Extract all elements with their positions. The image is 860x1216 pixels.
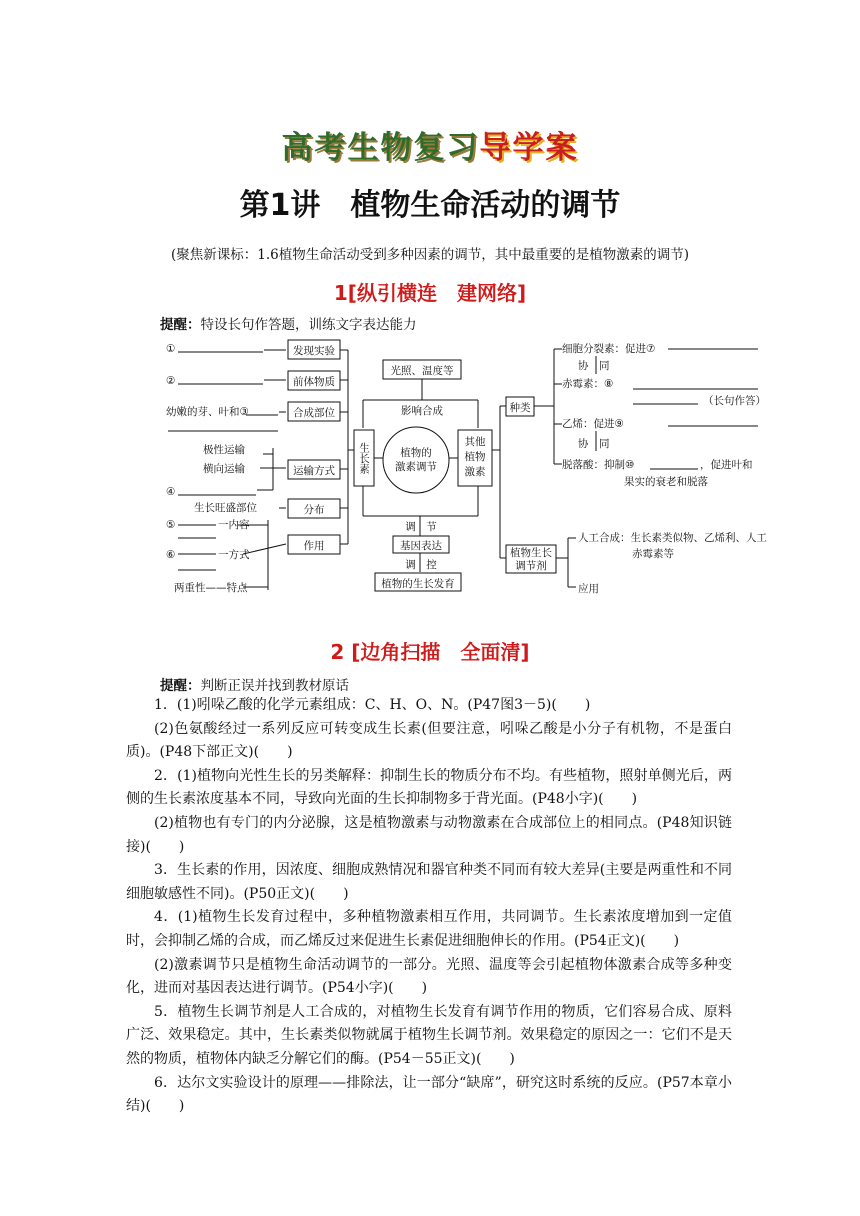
item-1-2: (2)色氨酸经过一系列反应可转变成生长素(但要注意，吲哚乙酸是小分子有机物，不是蛋白质)。(P48下部正文)( ) [126, 720, 732, 761]
regulate-2: 调 控 [405, 559, 437, 571]
box-transport: 运输方式 [293, 465, 335, 477]
box-site: 合成部位 [293, 407, 335, 419]
action-content: 一内容 [218, 519, 250, 531]
reminder2-text: 判断正误并找到教材原话 [200, 678, 349, 694]
aba-tail: ，促进叶和 [700, 459, 753, 471]
reminder-label: 提醒： [160, 317, 201, 333]
type-gibberellin[interactable]: 赤霉素：⑧ [562, 378, 614, 390]
blank-4[interactable]: ④ [166, 486, 176, 498]
item-2-1: 2．(1)植物向光性生长的另类解释：抑制生长的物质分布不均。有些植物，照射单侧光后，两侧的生长素浓度基本不同，导致向光面的生长抑制物多于背光面。(P48小字)( ) [126, 767, 732, 808]
influence-label: 影响合成 [401, 405, 443, 417]
action-dual: 两重性——特点 [174, 582, 248, 594]
reminder-text: 特设长句作答题，训练文字表达能力 [200, 317, 417, 333]
box-precursor: 前体物质 [293, 376, 335, 388]
section1-title: 1[纵引横连 建网络] [333, 281, 527, 305]
blank-3[interactable]: 幼嫩的芽、叶和③ [166, 406, 249, 418]
judgment-items [126, 694, 732, 1119]
box-action: 作用 [303, 540, 325, 552]
item-1-1: 1．(1)吲哚乙酸的化学元素组成：C、H、O、N。(P47图3－5)( ) [154, 697, 591, 713]
item-6: 6．达尔文实验设计的原理——排除法，让一部分“缺席”，研究这时系统的反应。(P57本章小结)( ) [126, 1074, 732, 1115]
synergy-1: 协 同 [578, 360, 610, 372]
action-way: 一方式 [218, 549, 250, 561]
aba-tail-2: 果实的衰老和脱落 [624, 476, 708, 488]
box-distribution: 分布 [303, 504, 325, 516]
item-2-2: (2)植物也有专门的内分泌腺，这是植物激素与动物激素在合成部位上的相同点。(P48知识链接)( ) [126, 814, 732, 855]
focus-note: (聚焦新课标：1.6植物生命活动受到多种因素的调节，其中最重要的是植物激素的调节) [170, 247, 689, 263]
core-text: 植物的 [400, 447, 432, 459]
concept-map [158, 332, 768, 602]
regulator-line1: 植物生长 [510, 547, 552, 559]
type-ethylene[interactable]: 乙烯：促进⑨ [562, 418, 624, 430]
transport-polar: 极性运输 [203, 444, 245, 456]
section2-title: 2 [边角扫描 全面清] [330, 640, 530, 664]
auxin-box: 生长素 [358, 442, 370, 474]
light-temp-box: 光照、温度等 [390, 365, 454, 377]
item-5: 5．植物生长调节剂是人工合成的，对植物生长发育有调节作用的物质，它们容易合成、原料广泛、效果稳定。其中，生长素类似物就属于植物生长调节剂。效果稳定的原因之一：它们不是天然的物质，植物体内缺乏分解它们的酶。(P54－55正文)( ) [126, 1003, 732, 1067]
section1-reminder [160, 313, 417, 333]
blank-2[interactable]: ② [166, 375, 176, 387]
item-4-1: 4．(1)植物生长发育过程中，多种植物激素相互作用，共同调节。生长素浓度增加到一定值时，会抑制乙烯的合成，而乙烯反过来促进生长素促进细胞伸长的作用。(P54正文)( ) [126, 909, 732, 949]
section2-reminder [160, 674, 349, 694]
gene-expression-box: 基因表达 [400, 540, 442, 552]
blank-1[interactable]: ① [166, 343, 176, 355]
regulator-line2: 调节剂 [515, 560, 547, 572]
banner-part1: 高考生物复习 [281, 130, 480, 166]
banner-title [0, 122, 860, 167]
other-line1: 其他 [464, 436, 486, 448]
type-cytokinin[interactable]: 细胞分裂素：促进⑦ [562, 343, 656, 355]
regulator-application: 应用 [578, 583, 599, 595]
concept-map-svg [158, 332, 768, 602]
regulate-1: 调 节 [405, 521, 437, 533]
other-line2: 植物 [464, 451, 486, 463]
core-text-2: 激素调节 [395, 461, 437, 473]
lecture-title: 第1讲 植物生命活动的调节 [239, 188, 621, 223]
blank-5[interactable]: ⑤ [166, 519, 176, 531]
other-line3: 激素 [464, 466, 486, 478]
distribution-text: 生长旺盛部位 [194, 502, 257, 514]
synergy-2: 协 同 [578, 438, 610, 450]
reminder2-label: 提醒： [160, 678, 201, 694]
regulator-synthetic-2: 赤霉素等 [632, 548, 674, 560]
blank-6[interactable]: ⑥ [166, 549, 176, 561]
long-answer-note: （长句作答） [703, 395, 766, 407]
regulator-synthetic: 人工合成：生长素类似物、乙烯利、人工 [578, 532, 767, 544]
type-aba[interactable]: 脱落酸：抑制⑩ [562, 459, 635, 471]
types-box: 种类 [509, 402, 531, 414]
transport-lateral: 横向运输 [203, 463, 245, 475]
item-3: 3．生长素的作用，因浓度、细胞成熟情况和器官种类不同而有较大差异(主要是两重性和不同细胞敏感性不同)。(P50正文)( ) [126, 862, 732, 902]
growth-box: 植物的生长发育 [381, 578, 455, 590]
box-discovery: 发现实验 [293, 345, 335, 357]
banner-part2: 导学案 [479, 130, 579, 166]
item-4-2: (2)激素调节只是植物生命活动调节的一部分。光照、温度等会引起植物体激素合成等多种变化，进而对基因表达进行调节。(P54小字)( ) [126, 956, 732, 997]
